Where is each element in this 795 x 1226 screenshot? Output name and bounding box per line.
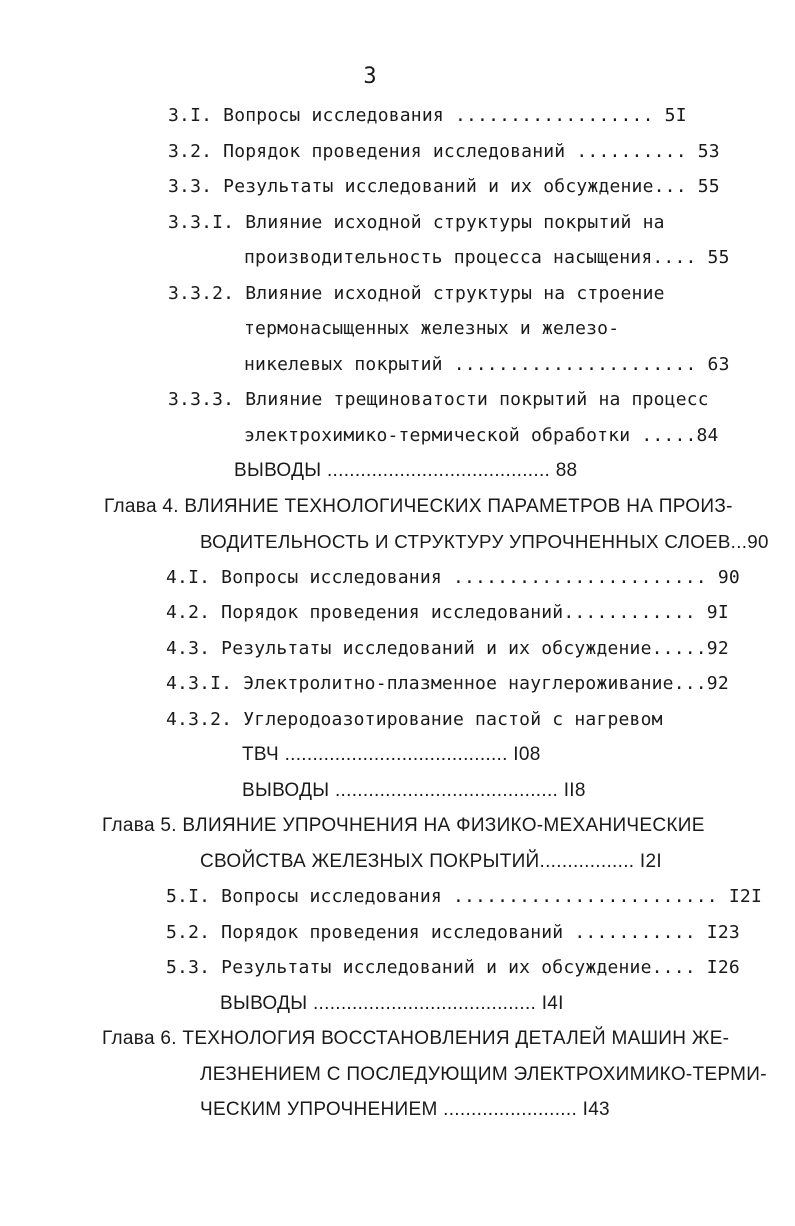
- toc-entry-3-3-2: 3.3.2. Влияние исходной структуры на строение: [168, 283, 665, 304]
- toc-entry-5-2: 5.2. Порядок проведения исследований ........... I23: [166, 922, 740, 943]
- toc-entry-4-2: 4.2. Порядок проведения исследований............ 9I: [166, 602, 729, 623]
- toc-entry-3-2: 3.2. Порядок проведения исследований .......... 53: [168, 141, 720, 162]
- toc-chapter-5: Глава 5. ВЛИЯНИЕ УПРОЧНЕНИЯ НА ФИЗИКО-МЕХАНИЧЕСКИЕ: [102, 815, 705, 836]
- toc-entry-3-3: 3.3. Результаты исследований и их обсуждение... 55: [168, 176, 720, 197]
- toc-chapter-6-cont: ЧЕСКИМ УПРОЧНЕНИЕМ ........................ I43: [200, 1099, 610, 1120]
- toc-entry-3-3-3-cont: электрохимико-термической обработки .....84: [244, 425, 719, 446]
- toc-chapter-6: Глава 6. ТЕХНОЛОГИЯ ВОССТАНОВЛЕНИЯ ДЕТАЛЕЙ МАШИН ЖЕ-: [102, 1028, 730, 1049]
- page-number: 3: [363, 64, 377, 89]
- toc-entry-3-3-3: 3.3.3. Влияние трещиноватости покрытий на процесс: [168, 389, 709, 410]
- toc-entry-3-3-1-cont: производительность процесса насыщения.... 55: [244, 247, 730, 268]
- toc-entry-4-3-2-cont: ТВЧ ........................................ I08: [242, 744, 541, 765]
- toc-entry-3-3-2-cont: никелевых покрытий ...................... 63: [244, 354, 730, 375]
- toc-chapter-4-cont: ВОДИТЕЛЬНОСТЬ И СТРУКТУРУ УПРОЧНЕННЫХ СЛОЕВ...90: [200, 531, 769, 552]
- toc-chapter-4: Глава 4. ВЛИЯНИЕ ТЕХНОЛОГИЧЕСКИХ ПАРАМЕТРОВ НА ПРОИЗ-: [104, 496, 733, 517]
- toc-entry-4-3-2: 4.3.2. Углеродоазотирование пастой с нагревом: [166, 709, 663, 730]
- toc-entry-3-1: 3.I. Вопросы исследования .................. 5I: [168, 105, 687, 126]
- toc-entry-4-3-1: 4.3.I. Электролитно-плазменное науглероживание...92: [166, 673, 729, 694]
- toc-entry-5-3: 5.3. Результаты исследований и их обсуждение.... I26: [166, 957, 740, 978]
- toc-entry-conclusions-3: ВЫВОДЫ ........................................ 88: [234, 460, 578, 481]
- toc-entry-3-3-1: 3.3.I. Влияние исходной структуры покрытий на: [168, 212, 665, 233]
- toc-entry-4-3: 4.3. Результаты исследований и их обсуждение.....92: [166, 638, 729, 659]
- toc-entry-conclusions-5: ВЫВОДЫ ........................................ I4I: [220, 993, 564, 1014]
- toc-entry-5-1: 5.I. Вопросы исследования ........................ I2I: [166, 886, 762, 907]
- toc-chapter-5-cont: СВОЙСТВА ЖЕЛЕЗНЫХ ПОКРЫТИЙ................. I2I: [200, 851, 662, 872]
- toc-entry-3-3-2-cont: термонасыщенных железных и железо-: [244, 318, 620, 339]
- toc-chapter-6-cont: ЛЕЗНЕНИЕМ С ПОСЛЕДУЮЩИМ ЭЛЕКТРОХИМИКО-ТЕРМИ-: [200, 1064, 767, 1085]
- toc-entry-conclusions-4: ВЫВОДЫ ........................................ II8: [242, 780, 586, 801]
- toc-entry-4-1: 4.I. Вопросы исследования ....................... 90: [166, 567, 740, 588]
